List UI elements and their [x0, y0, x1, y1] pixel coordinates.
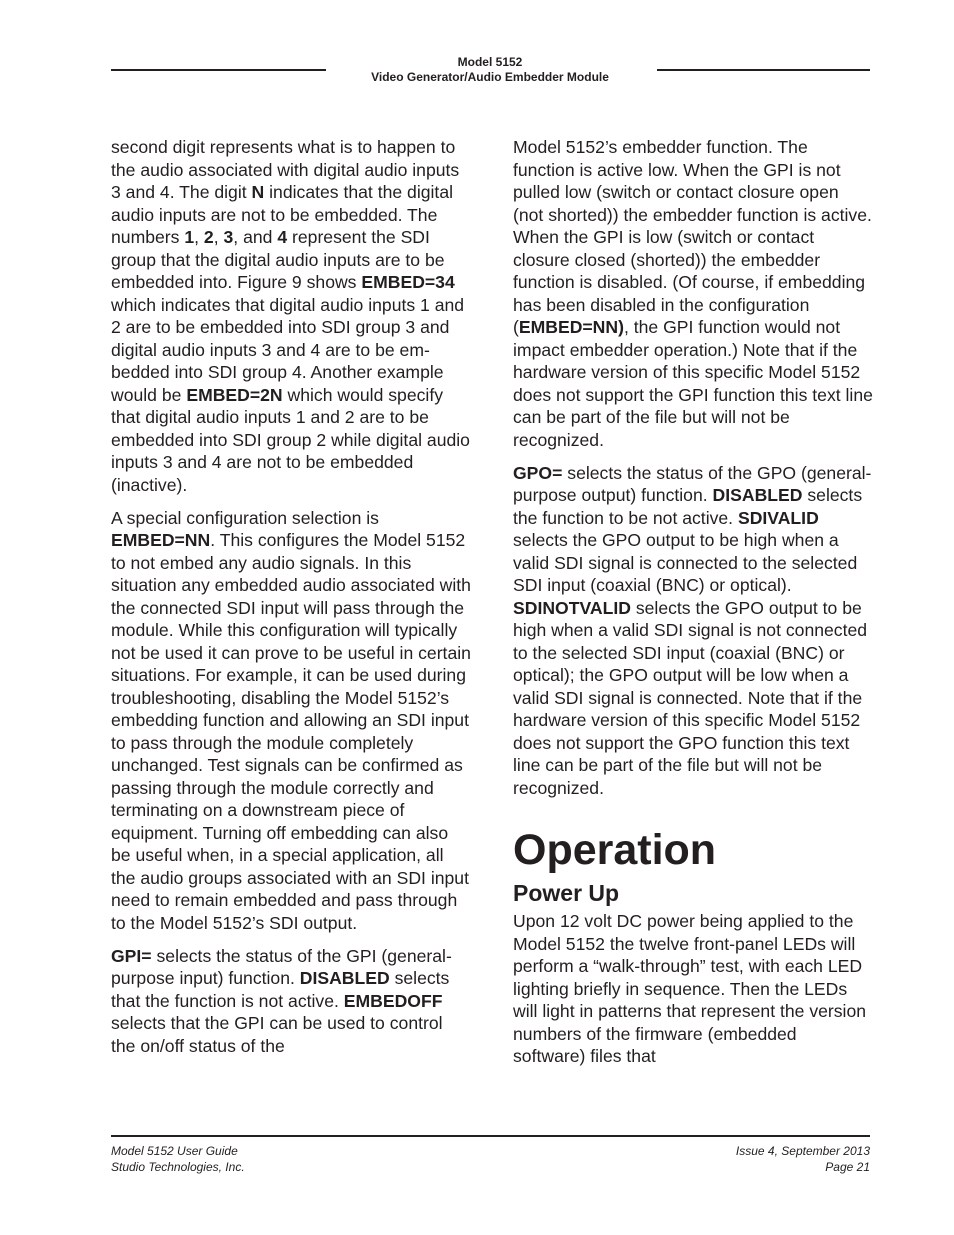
- embed-digit-paragraph: [111, 136, 471, 496]
- text-run: Upon 12 volt DC power being applied to the Model 5152 the twelve front-panel LEDs will perform a “walk-through” test, with each LED lighting briefly in sequence. Then the LEDs will light in patterns that represent the version numbers of the firmware (embedded software) files that: [513, 911, 867, 1066]
- text-run: which would specify that digital audio inputs 1 and 2 are to be embedded into SDI group 2 while digital audio inputs 3 and 4 are not to be embedded (inactive).: [111, 384, 470, 495]
- subheading-power-up: Power Up: [513, 880, 620, 906]
- power-up-paragraph: [513, 910, 873, 1068]
- text-run: Model 5152’s embedder function. The function is active low. When the GPI is not pulled low (switch or contact closure open (not shorted)) the embedder function is active. When the GPI is low (switch or contact closure closed (shorted)) the embedder function is disabled. (Of course, if embedding has been disabled in the configuration (: [513, 137, 872, 337]
- right-column: [513, 136, 873, 1078]
- text-run: . This configures the Model 5152 to not embed any audio signals. In this situation any embedded audio associated with the connected SDI input will pass through the module. While this configuration will typically not be used it can prove to be useful in certain situations. For example, it can be used during troubleshooting, disabling the Model 5152’s embedding function and allowing an SDI input to pass through the module completely unchanged. Test signals can be confirmed as passing through the module correctly and terminating on a downstream piece of equipment. Turning off embedding can also be useful when, in a special application, all the audio groups associated with an SDI input need to remain embedded and pass through to the Model 5152’s SDI output.: [111, 530, 471, 933]
- gpi-continued-paragraph: [513, 136, 873, 451]
- header-model: Model 5152: [457, 55, 523, 69]
- text-run: selects the GPO output to be high when a valid SDI signal is not connected to the selected SDI input (coaxial (BNC) or optical); the GPO output will be low when a valid SDI signal is connected. Note that if the hardware version of this specific Model 5152 does not support the GPO function this text line can be part of the file but will not be recognized.: [513, 597, 868, 798]
- footer-issue: Issue 4, September 2013: [735, 1144, 870, 1158]
- digit-n: N: [251, 182, 265, 202]
- header-rule-left: [111, 69, 326, 71]
- footer-company: Studio Technologies, Inc.: [111, 1159, 245, 1174]
- number-2: 2: [203, 227, 214, 247]
- embed-34-keyword: EMBED=34: [361, 272, 455, 292]
- footer-right: [736, 1144, 870, 1175]
- gpo-paragraph: [513, 462, 873, 800]
- text-run: second digit represents what is to happen to the audio associated with digital audio inputs 3 and 4. The digit: [111, 137, 460, 202]
- text-run: , the GPI function would not impact embedder operation.) Note that if the hardware version of this specific Model 5152 does not support the GPI function this text line can be part of the file but will not be recognized.: [513, 317, 873, 450]
- footer-left: [111, 1144, 245, 1175]
- text-run: selects the status of the GPO (general-purpose output) function.: [513, 462, 872, 505]
- text-run: which indicates that digital audio inputs 1 and 2 are to be embedded into SDI group 3 and digital audio inputs 3 and 4 are to be embedded into SDI group 4. Another example would be: [111, 294, 465, 405]
- text-run: represent the SDI group that the digital audio inputs are to be embedded into. Figure 9 shows: [111, 227, 445, 292]
- sdivalid-keyword: SDIVALID: [737, 507, 819, 528]
- text-run: selects the status of the GPI (general-purpose input) function.: [111, 945, 452, 988]
- text-run: ,: [194, 227, 204, 247]
- disabled-keyword: DISABLED: [299, 968, 390, 988]
- text-run: selects the function to be not active.: [513, 485, 863, 528]
- embed-nn-keyword: EMBED=NN: [111, 530, 211, 550]
- text-run: selects that the GPI can be used to control the on/off status of the: [111, 1013, 443, 1056]
- embed-nn-keyword: EMBED=NN): [518, 317, 624, 337]
- embedoff-keyword: EMBEDOFF: [343, 990, 443, 1011]
- section-heading-operation: Operation: [513, 826, 717, 874]
- left-column: [111, 136, 471, 1068]
- text-run: indicates that the digital audio inputs are not to be embedded. The numbers: [111, 182, 454, 247]
- gpi-paragraph: [111, 945, 471, 1058]
- text-run: A special configuration selection is: [111, 507, 379, 528]
- footer-rule: [111, 1135, 870, 1137]
- gpo-keyword: GPO=: [513, 462, 563, 483]
- disabled-keyword: DISABLED: [712, 485, 803, 505]
- embed-nn-paragraph: [111, 507, 471, 935]
- header-rule-right: [657, 69, 870, 71]
- number-3: 3: [223, 227, 234, 247]
- text-run: selects the GPO output to be high when a valid SDI signal is connected to the selected SDI input (coaxial (BNC) or optical).: [513, 530, 858, 595]
- running-header: [320, 55, 660, 85]
- text-run: , and: [233, 227, 278, 247]
- number-1: 1: [184, 227, 195, 247]
- embed-2n-keyword: EMBED=2N: [186, 384, 283, 405]
- footer-guide-title: Model 5152 User Guide: [111, 1144, 238, 1158]
- sdinotvalid-keyword: SDINOTVALID: [513, 597, 631, 618]
- number-4: 4: [277, 227, 288, 247]
- text-run: selects that the function is not active.: [111, 968, 450, 1011]
- gpi-keyword: GPI=: [111, 945, 152, 966]
- page-number: Page 21: [825, 1159, 870, 1174]
- text-run: ,: [213, 227, 224, 247]
- header-product: Video Generator/Audio Embedder Module: [371, 70, 609, 84]
